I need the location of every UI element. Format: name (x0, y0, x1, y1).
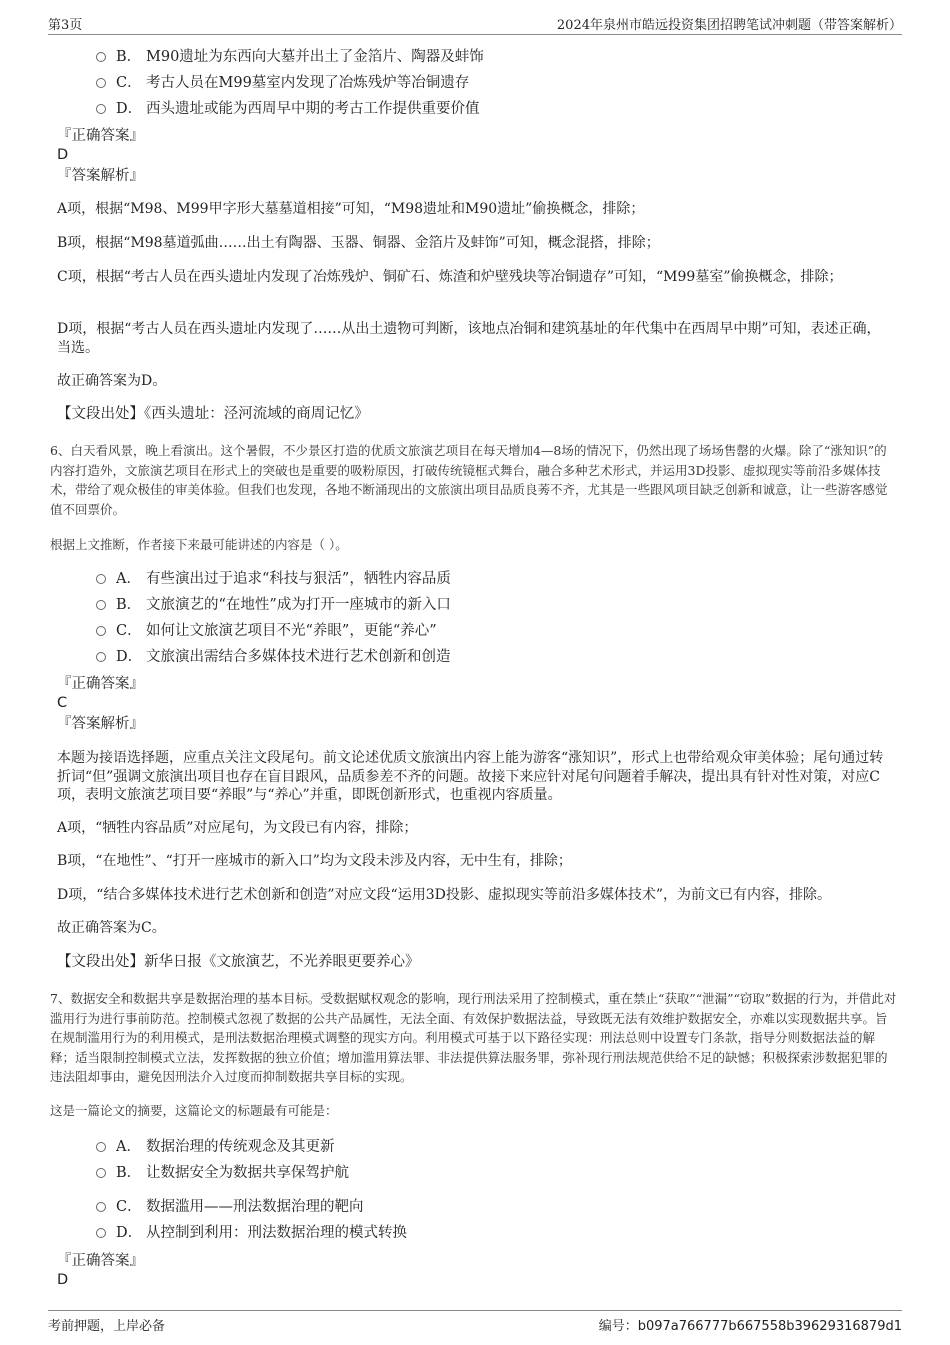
radio-icon[interactable] (96, 626, 106, 636)
footer-slogan: 考前押题，上岸必备 (48, 1319, 166, 1334)
page-footer (48, 1310, 902, 1335)
q6-answer: C (57, 695, 68, 711)
radio-icon[interactable] (96, 600, 106, 610)
q6-analysis-a: A项，“牺牲内容品质”对应尾句，为文段已有内容，排除； (57, 820, 418, 836)
q6-analysis-main: 本题为接语选择题，应重点关注文段尾句。前文论述优质文旅演出内容上能为游客“涨知识”，形式上也带给观众审美体验；尾句通过转折词“但”强调文旅演出项目也存在盲目跟风，品质参差不齐的问题。故接下来应针对尾句问题着手解决，提出具有针对性对策，对应C项，表明文旅演艺项目要“养眼”与“养心”并重，即既创新形式，也重视内容质量。 (57, 750, 884, 803)
q5-correct-label: 『正确答案』 (57, 128, 144, 144)
q6-option-c[interactable]: C． 如何让文旅演艺项目不光“养眼”，更能“养心” (96, 621, 437, 641)
radio-icon[interactable] (96, 1202, 106, 1212)
q5-analysis-b: B项，根据“M98墓道弧曲……出土有陶器、玉器、铜器、金箔片及蚌饰”可知，概念混搭，排除； (57, 235, 660, 251)
q5-analysis-label: 『答案解析』 (57, 168, 144, 184)
footer-code (599, 1315, 902, 1334)
q6-conclusion: 故正确答案为C。 (57, 920, 166, 936)
q6-analysis-label: 『答案解析』 (57, 716, 144, 732)
q7-question: 这是一篇论文的摘要，这篇论文的标题最有可能是： (50, 1103, 338, 1118)
page-number: 第3页 (48, 18, 83, 33)
q7-option-c[interactable]: C． 数据滥用——刑法数据治理的靶向 (96, 1197, 364, 1217)
q6-passage: 6、白天看风景，晚上看演出。这个暑假，不少景区打造的优质文旅演艺项目在每天增加4—8场的情况下，仍然出现了场场售罄的火爆。除了“涨知识”的内容打造外，文旅演艺项目在形式上的突破也是重要的吸粉原因，打破传统镜框式舞台，融合多种艺术形式，并运用3D投影、虚拟现实等前沿多媒体技术，带给了观众极佳的审美体验。但我们也发现，各地不断涌现出的文旅演出项目品质良莠不齐，尤其是一些跟风项目缺乏创新和诚意，让一些游客感觉值不回票价。 (50, 443, 888, 517)
q5-option-d[interactable]: D． 西头遗址或能为西周早中期的考古工作提供重要价值 (96, 99, 480, 119)
q6-source: 【文段出处】新华日报《文旅演艺，不光养眼更要养心》 (57, 954, 420, 970)
q5-source: 【文段出处】《西头遗址：泾河流域的商周记忆》 (57, 406, 369, 422)
q7-passage: 7、数据安全和数据共享是数据治理的基本目标。受数据赋权观念的影响，现行刑法采用了控制模式，重在禁止“获取”“泄漏”“窃取”数据的行为，并借此对滥用行为进行事前防范。控制模式忽视了数据的公共产品属性，无法全面、有效保护数据法益，导致既无法有效维护数据安全，亦难以实现数据共享。旨在规制滥用行为的利用模式，是刑法数据治理模式调整的现实方向。利用模式可基于以下路径实现：刑法总则中设置专门条款，指导分则数据法益的解释；适当限制控制模式立法，发挥数据的独立价值；增加滥用算法罪、非法提供算法服务罪，弥补现行刑法规范供给不足的缺憾；积极探索涉数据犯罪的违法阻却事由，避免因刑法介入过度而抑制数据共享目标的实现。 (50, 991, 897, 1084)
q7-option-b[interactable]: B． 让数据安全为数据共享保驾护航 (96, 1163, 349, 1183)
q6-option-b[interactable]: B． 文旅演艺的“在地性”成为打开一座城市的新入口 (96, 595, 451, 615)
q6-correct-label: 『正确答案』 (57, 676, 144, 692)
radio-icon[interactable] (96, 652, 106, 662)
q7-correct-label: 『正确答案』 (57, 1253, 144, 1269)
q5-option-c[interactable]: C． 考古人员在M99墓室内发现了冶炼残炉等冶铜遗存 (96, 73, 469, 93)
radio-icon[interactable] (96, 1142, 106, 1152)
q6-option-a[interactable]: A． 有些演出过于追求“科技与狠活”，牺牲内容品质 (96, 569, 451, 589)
q5-analysis-d: D项，根据“考古人员在西头遗址内发现了……从出土遗物可判断，该地点冶铜和建筑基址的年代集中在西周早中期”可知，表述正确，当选。 (57, 321, 881, 356)
footer-code-label: 编号： (598, 1319, 638, 1334)
radio-icon[interactable] (96, 1168, 106, 1178)
q5-analysis-a: A项，根据“M98、M99甲字形大墓墓道相接”可知，“M98遗址和M90遗址”偷换概念，排除； (57, 201, 645, 217)
radio-icon[interactable] (96, 52, 106, 62)
q5-analysis-c: C项，根据“考古人员在西头遗址内发现了冶炼残炉、铜矿石、炼渣和炉壁残块等冶铜遗存”可知，“M99墓室”偷换概念，排除； (57, 269, 843, 285)
radio-icon[interactable] (96, 104, 106, 114)
footer-code-value: b097a766777b667558b39629316879d1 (637, 1319, 902, 1334)
q6-analysis-d: D项，“结合多媒体技术进行艺术创新和创造”对应文段“运用3D投影、虚拟现实等前沿多媒体技术”，为前文已有内容，排除。 (57, 887, 831, 903)
q7-option-a[interactable]: A． 数据治理的传统观念及其更新 (96, 1137, 335, 1157)
page-header (48, 12, 902, 35)
q6-question: 根据上文推断，作者接下来最可能讲述的内容是（ ）。 (50, 537, 348, 552)
document-title: 2024年泉州市皓远投资集团招聘笔试冲刺题（带答案解析） (556, 18, 902, 33)
q6-option-d[interactable]: D． 文旅演出需结合多媒体技术进行艺术创新和创造 (96, 647, 451, 667)
radio-icon[interactable] (96, 1228, 106, 1238)
q6-analysis-b: B项，“在地性”、“打开一座城市的新入口”均为文段未涉及内容，无中生有，排除； (57, 853, 572, 869)
q5-conclusion: 故正确答案为D。 (57, 373, 167, 389)
q5-option-b[interactable]: B． M90遗址为东西向大墓并出土了金箔片、陶器及蚌饰 (96, 47, 484, 67)
q7-answer: D (57, 1272, 69, 1288)
radio-icon[interactable] (96, 574, 106, 584)
radio-icon[interactable] (96, 78, 106, 88)
q7-option-d[interactable]: D． 从控制到利用：刑法数据治理的模式转换 (96, 1223, 407, 1243)
q5-answer: D (57, 147, 69, 163)
